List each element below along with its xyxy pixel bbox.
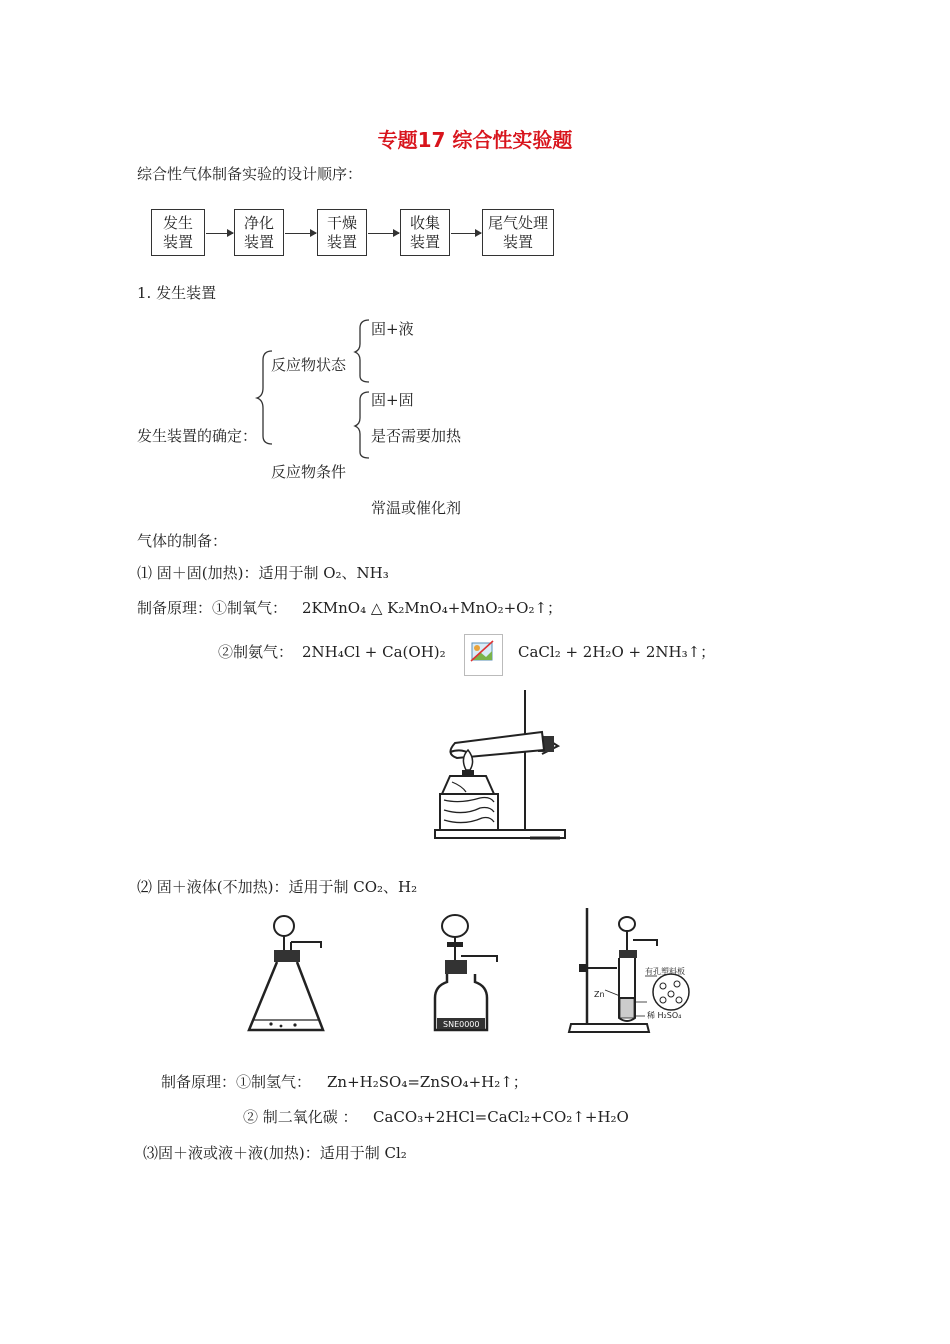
broken-image-placeholder: [464, 634, 503, 676]
item-1-heading: ⑴ 固＋固(加热)：适用于制 O₂、NH₃: [137, 564, 389, 582]
flow-box-text: 干燥: [326, 213, 357, 232]
tree-branch-condition: 反应物条件: [271, 463, 347, 481]
gas-prep-heading: 气体的制备：: [137, 532, 228, 550]
tree-leaf: 固+固: [371, 391, 414, 409]
item-2-principle-label: 制备原理：①制氢气：: [161, 1073, 312, 1091]
co2-equation: CaCO₃+2HCl=CaCl₂+CO₂↑+H₂O: [373, 1108, 629, 1126]
co2-label: ② 制二氧化碳 ：: [243, 1108, 358, 1126]
heating-apparatus-figure: [430, 688, 570, 848]
label-zn: Zn: [594, 990, 605, 999]
brace-root: [257, 351, 272, 444]
h2-equation: Zn+H₂SO₄=ZnSO₄+H₂↑；: [327, 1073, 528, 1091]
conical-flask-figure: [243, 912, 333, 1042]
flow-box-text: 装置: [243, 232, 274, 251]
flow-box-text: 尾气处理: [487, 213, 548, 232]
page-title: 专题17 综合性实验题: [377, 128, 573, 152]
flow-box-text: 装置: [162, 232, 193, 251]
flow-box-text: 装置: [326, 232, 357, 251]
tree-leaf: 是否需要加热: [371, 427, 462, 445]
flow-box-text: 装置: [409, 232, 440, 251]
tree-leaf: 常温或催化剂: [371, 499, 462, 517]
flow-box-text: 装置: [502, 232, 533, 251]
image-icon: [465, 635, 502, 675]
flow-box-text: 发生: [162, 213, 193, 232]
tree-leaf: 固+液: [371, 320, 414, 338]
svg-text:SNE0000: SNE0000: [443, 1020, 480, 1029]
item-3-heading: ⑶固＋液或液＋液(加热)：适用于制 Cl₂: [143, 1144, 407, 1162]
nh3-label: ②制氨气：: [218, 643, 294, 661]
nh3-equation-right: CaCl₂ + 2H₂O + 2NH₃↑；: [518, 643, 716, 661]
o2-equation: 2KMnO₄ △ K₂MnO₄+MnO₂+O₂↑；: [302, 599, 563, 617]
intro-text: 综合性气体制备实验的设计顺序：: [137, 165, 363, 183]
item-1-principle-label: 制备原理：①制氧气：: [137, 599, 288, 617]
label-perforated-plate: 有孔塑料板: [645, 967, 685, 976]
label-dilute-acid: 稀 H₂SO₄: [647, 1011, 682, 1020]
brace-condition: [355, 392, 369, 458]
item-2-heading: ⑵ 固＋液体(不加热)：适用于制 CO₂、H₂: [137, 878, 418, 896]
tree-branch-state: 反应物状态: [271, 356, 347, 374]
flow-box-text: 净化: [243, 213, 274, 232]
brace-state: [355, 320, 369, 382]
flow-box-text: 收集: [409, 213, 440, 232]
nh3-equation-left: 2NH₄Cl + Ca(OH)₂: [302, 643, 446, 661]
stand-tube-figure: [565, 906, 715, 1036]
section-1-heading: 1. 发生装置: [137, 284, 217, 302]
tree-root: 发生装置的确定：: [137, 427, 258, 445]
wide-bottle-figure: [433, 908, 513, 1038]
